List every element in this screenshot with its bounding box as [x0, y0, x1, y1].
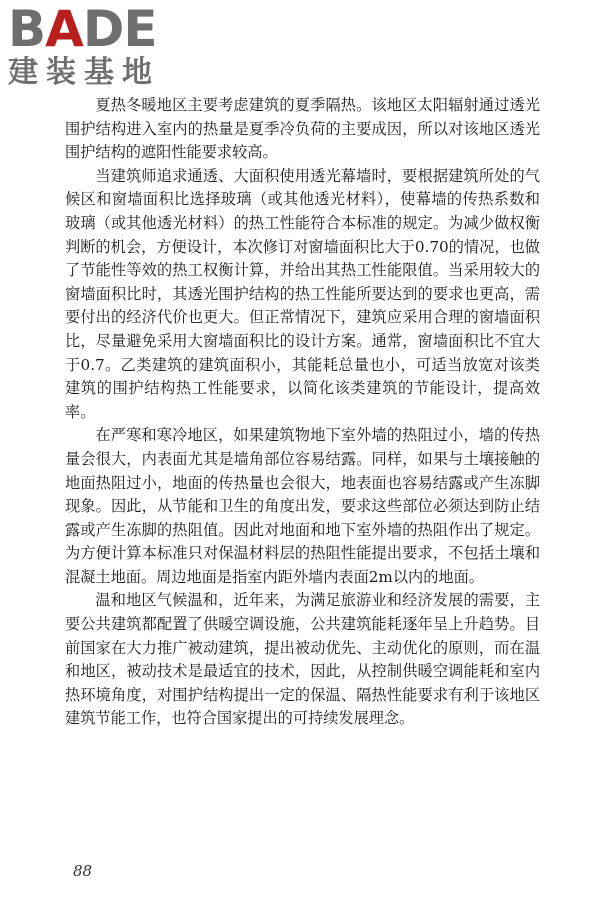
page-body [65, 94, 540, 731]
logo-letter-b: B [8, 0, 46, 58]
paragraph-severe-cold-basement: 在严寒和寒冷地区，如果建筑物地下室外墙的热阻过小，墙的传热量会很大，内表面尤其是墙角部位容易结露。同样，如果与土壤接触的地面热阻过小，地面的传热量也会很大，地表面也容易结露或产生冻脚现象。因此，从节能和卫生的角度出发，要求这些部位必须达到防止结露或产生冻脚的热阻值。因此对地面和地下室外墙的热阻作出了规定。为方便计算本标准只对保温材料层的热阻性能提出要求，不包括土壤和混凝土地面。周边地面是指室内距外墙内表面2m以内的地面。 [65, 426, 540, 586]
logo-subtitle: 建装基地 [8, 55, 160, 90]
paragraph-hot-summer-warm-winter: 夏热冬暖地区主要考虑建筑的夏季隔热。该地区太阳辐射通过透光围护结构进入室内的热量是夏季冷负荷的主要成因，所以对该地区透光围护结构的遮阳性能要求较高。 [65, 96, 540, 162]
bade-logo [8, 0, 178, 90]
logo-letters-de: DE [82, 0, 157, 58]
paragraph-mild-climate: 温和地区气候温和，近年来，为满足旅游业和经济发展的需要，主要公共建筑都配置了供暖空调设施，公共建筑能耗逐年呈上升趋势。目前国家在大力推广被动建筑，提出被动优先、主动优化的原则，而在温和地区，被动技术是最适宜的技术，因此，从控制供暖空调能耗和室内热环境角度，对围护结构提出一定的保温、隔热性能要求有利于该地区建筑节能工作，也符合国家提出的可持续发展理念。 [65, 591, 540, 728]
logo-letter-a-accent: A [45, 0, 83, 58]
paragraph-curtain-wall: 当建筑师追求通透、大面积使用透光幕墙时，要根据建筑所处的气候区和窗墙面积比选择玻璃（或其他透光材料），使幕墙的传热系数和玻璃（或其他透光材料）的热工性能符合本标准的规定。为减少做权衡判断的机会，方便设计，本次修订对窗墙面积比大于0.70的情况，也做了节能性等效的热工权衡计算，并给出其热工性能限值。当采用较大的窗墙面积比时，其透光围护结构的热工性能所要达到的要求也更高，需要付出的经济代价也更大。但正常情况下，建筑应采用合理的窗墙面积比，尽量避免采用大窗墙面积比的设计方案。通常，窗墙面积比不宜大于0.7。乙类建筑的建筑面积小，其能耗总量也小，可适当放宽对该类建筑的围护结构热工性能要求，以简化该类建筑的节能设计，提高效率。 [65, 166, 540, 421]
page-number: 88 [73, 862, 93, 880]
logo-wordmark [8, 0, 178, 58]
